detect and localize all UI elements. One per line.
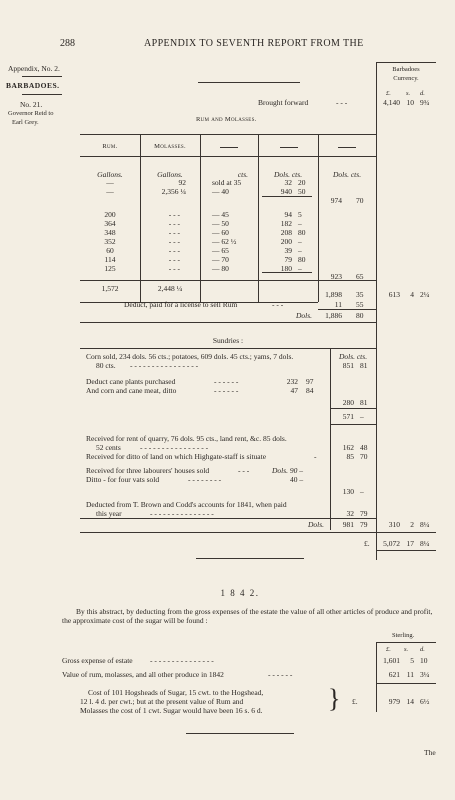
total-d: 2¼	[420, 290, 430, 299]
cell-dols: 180	[280, 264, 292, 273]
quarry-dols: 162	[342, 443, 354, 452]
cell-rum: 125	[104, 264, 116, 273]
net-cts: 80	[356, 311, 364, 320]
cell-price: — 50	[212, 219, 229, 228]
margin-rule	[22, 94, 62, 95]
quarry-line-2: 52 cents	[96, 443, 121, 452]
table-col-2	[200, 134, 201, 302]
houses-label: Received for three labourers' houses sold	[86, 466, 210, 475]
cost-line-1: Cost of 101 Hogsheads of Sugar, 15 cwt. to the Hogshead,	[88, 688, 264, 697]
brown-dols: 32	[346, 509, 354, 518]
year-heading: 1 8 4 2.	[220, 588, 260, 598]
grand-l: 5,072	[383, 539, 400, 548]
highgate-label: Received for ditto of land on which Highgate-staff is situate	[86, 452, 267, 461]
sterling-label: Sterling.	[392, 632, 415, 639]
sterling-d: d.	[420, 646, 425, 653]
sterling-divider	[376, 642, 377, 712]
rum-molasses-title: Rum and Molasses.	[196, 116, 257, 123]
sundries-total-rule	[80, 518, 376, 519]
gross-d: 10	[420, 656, 428, 665]
total-l: 613	[388, 290, 400, 299]
gross-dots: - - - - - - - - - - - - - - -	[150, 656, 214, 665]
sundries-col	[330, 348, 331, 530]
subtotal-rule	[262, 196, 312, 197]
total-mol: 2,448 ¼	[157, 284, 183, 293]
year-intro: By this abstract, by deducting from the gross expenses of the estate the value of all other articles of produce and profit, the approximate cost of the sugar will be found :	[62, 607, 433, 625]
cell-price: — 65	[212, 246, 229, 255]
cell-mol: - - -	[168, 264, 180, 273]
net-label: Dols.	[296, 311, 313, 320]
cost-line-3: Molasses the cost of 1 cwt. Sugar would have been 16 s. 6 d.	[80, 706, 263, 715]
cane-2-cts: 84	[306, 386, 314, 395]
cell-cts: 20	[298, 178, 306, 187]
quarry-line-1: Received for rent of quarry, 76 dols. 95 cts., land rent, &c. 85 dols.	[86, 434, 287, 443]
rum-value-dots: - - - - - -	[268, 670, 293, 679]
quarry-cts: 48	[360, 443, 368, 452]
margin-ref-2: Earl Grey.	[12, 119, 39, 126]
cell-mol: - - -	[168, 210, 180, 219]
cell-rum: 364	[104, 219, 116, 228]
section-rule	[80, 322, 376, 323]
cell-price: — 60	[212, 228, 229, 237]
cell-price: — 45	[212, 210, 229, 219]
corn-line-1: Corn sold, 234 dols. 56 cts.; potatoes, 609 dols. 45 cts.; yams, 7 dols.	[86, 352, 294, 361]
total-cts: 35	[356, 290, 364, 299]
brought-forward-s: 10	[406, 98, 414, 107]
table-top-rule	[80, 134, 376, 135]
col-rum: Rum.	[102, 143, 118, 150]
cost-rule	[376, 683, 436, 684]
col-dash	[280, 147, 298, 148]
margin-number: No. 21.	[20, 100, 43, 109]
cell-rum: 200	[104, 210, 116, 219]
subtotal-rule	[262, 272, 312, 273]
cell-rum: 114	[104, 255, 116, 264]
sub-dols: Dols. cts.	[273, 170, 303, 179]
houses-dots: - - -	[238, 466, 250, 475]
cell-mol: - - -	[168, 219, 180, 228]
grand-s: 17	[406, 539, 414, 548]
cell-cts: –	[298, 219, 302, 228]
margin-appendix: Appendix, No. 2.	[8, 64, 60, 73]
col-dash	[338, 147, 356, 148]
corn-cts: 81	[360, 361, 368, 370]
cane-2-label: And corn and cane meat, ditto	[86, 386, 177, 395]
cell-price: — 80	[212, 264, 229, 273]
cell-mol: 2,356 ¼	[161, 187, 186, 196]
sundries-total-cts: 79	[360, 520, 368, 529]
vats-label: Ditto - for four vats sold	[86, 475, 160, 484]
gross-s: 5	[410, 656, 414, 665]
vats-val: 40 –	[290, 475, 304, 484]
sub-rule	[330, 424, 376, 425]
highgate-dots: -	[314, 452, 317, 461]
cell-rum: 352	[104, 237, 116, 246]
sub-dols-2: Dols. cts.	[332, 170, 362, 179]
corn-dots: - - - - - - - - - - - - - - - -	[130, 361, 199, 370]
catchword: The	[424, 748, 436, 757]
quarry-dots: - - - - - - - - - - - - - - - -	[140, 443, 209, 452]
cane-total-cts: 81	[360, 398, 368, 407]
deduct-cts: 55	[356, 300, 364, 309]
cell-dols: 79	[284, 255, 292, 264]
cost-pound: £.	[352, 697, 358, 706]
houses-val: Dols. 90 –	[272, 466, 304, 475]
cell-dols: 32	[284, 178, 292, 187]
sundries-total-l: 310	[388, 520, 400, 529]
deduct-label: Deduct, paid for a license to sell Rum	[124, 300, 238, 309]
cell-price: — 62 ½	[212, 237, 237, 246]
cell-mol: - - -	[168, 246, 180, 255]
col-molasses: Molasses.	[154, 143, 186, 150]
brought-forward-label: Brought forward	[258, 98, 309, 107]
sub2-dols: 130	[342, 487, 354, 496]
cell-price: sold at 35	[212, 178, 242, 187]
highgate-cts: 70	[360, 452, 368, 461]
brown-dots: - - - - - - - - - - - - - - -	[150, 509, 214, 518]
rum-subtotal-cts: 65	[356, 272, 364, 281]
sundries-rule	[80, 348, 376, 349]
cell-mol: - - -	[168, 255, 180, 264]
molasses-subtotal-dols: 974	[330, 196, 342, 205]
cane-1-label: Deduct cane plants purchased	[86, 377, 176, 386]
grand-rule	[80, 532, 436, 533]
sterling-rule	[376, 642, 436, 643]
sterling-s: s.	[404, 646, 409, 653]
gross-label: Gross expense of estate	[62, 656, 133, 665]
col-dash	[220, 147, 238, 148]
sundries-total-d: 8¼	[420, 520, 430, 529]
brought-forward-dots: - - -	[336, 98, 348, 107]
cell-price: — 40	[212, 187, 229, 196]
cell-dols: 94	[284, 210, 292, 219]
rum-value-label: Value of rum, molasses, and all other produce in 1842	[62, 670, 224, 679]
sundries-total-dols: 981	[342, 520, 354, 529]
cell-mol: 92	[178, 178, 186, 187]
cost-line-2: 12 l. 4 d. per cwt.; but at the present value of Rum and	[80, 697, 244, 706]
total-rule	[80, 280, 376, 281]
cell-dols: 208	[280, 228, 292, 237]
cell-dols: 39	[284, 246, 292, 255]
currency-header-1: Barbadoes	[392, 66, 420, 73]
total-s: 4	[410, 290, 414, 299]
sub-gallons-rum: Gallons.	[97, 170, 123, 179]
cost-s: 14	[406, 697, 414, 706]
highgate-dols: 85	[346, 452, 354, 461]
rum-value-l: 621	[388, 670, 400, 679]
total-dols: 1,898	[325, 290, 342, 299]
sub1-dols: 571	[342, 412, 354, 421]
cell-mol: - - -	[168, 237, 180, 246]
cane-total-dols: 280	[342, 398, 354, 407]
cell-cts: –	[298, 246, 302, 255]
cost-d: 6½	[420, 697, 430, 706]
sub-gallons-mol: Gallons.	[157, 170, 183, 179]
currency-s: s.	[406, 90, 411, 97]
brace-icon: }	[328, 684, 341, 713]
cell-mol: - - -	[168, 228, 180, 237]
cell-cts: 50	[298, 187, 306, 196]
sundries-total-s: 2	[410, 520, 414, 529]
cell-price: — 70	[212, 255, 229, 264]
cell-rum: 348	[104, 228, 116, 237]
margin-ref-1: Governor Reid to	[8, 110, 54, 117]
deduct-dots: - - -	[272, 300, 284, 309]
currency-l: £.	[386, 90, 391, 97]
sub-cts: cts.	[237, 170, 248, 179]
cane-2-dots: - - - - - -	[214, 386, 239, 395]
net-rule	[318, 309, 376, 310]
grand-rule	[376, 550, 436, 551]
brown-line-1: Deducted from T. Brown and Codd's accounts for 1841, when paid	[86, 500, 287, 509]
section-end-rule	[196, 558, 304, 559]
sterling-l: £.	[386, 646, 391, 653]
grand-d: 8¼	[420, 539, 430, 548]
table-head-rule	[80, 156, 376, 157]
cell-cts: 80	[298, 255, 306, 264]
margin-rule	[22, 76, 62, 77]
cell-rum: —	[106, 187, 114, 196]
cane-2-dols: 47	[290, 386, 298, 395]
rum-value-d: 3¼	[420, 670, 430, 679]
brown-line-2: this year	[96, 509, 122, 518]
cell-dols: 940	[280, 187, 292, 196]
sub1-cts: –	[360, 412, 364, 421]
cell-cts: –	[298, 264, 302, 273]
cane-1-dols: 232	[286, 377, 298, 386]
molasses-subtotal-cts: 70	[356, 196, 364, 205]
corn-line-2: 80 cts.	[96, 361, 116, 370]
sub2-cts: –	[360, 487, 364, 496]
corn-dols: 851	[342, 361, 354, 370]
page-number: 288	[60, 38, 75, 49]
currency-d: d.	[420, 90, 425, 97]
deduct-dols: 11	[334, 300, 342, 309]
currency-divider	[376, 62, 377, 560]
brought-forward-d: 9¾	[420, 98, 430, 107]
cost-l: 979	[388, 697, 400, 706]
sundries-col-head: Dols. cts.	[338, 352, 368, 361]
gross-l: 1,601	[383, 656, 400, 665]
cell-cts: 80	[298, 228, 306, 237]
top-rule-left	[198, 82, 300, 83]
sundries-title: Sundries :	[212, 336, 244, 345]
brown-cts: 79	[360, 509, 368, 518]
cane-1-dots: - - - - - -	[214, 377, 239, 386]
cell-dols: 200	[280, 237, 292, 246]
cell-cts: 5	[298, 210, 302, 219]
margin-colony: BARBADOES.	[6, 81, 60, 90]
cane-1-cts: 97	[306, 377, 314, 386]
net-dols: 1,886	[325, 311, 342, 320]
running-title: APPENDIX TO SEVENTH REPORT FROM THE	[144, 38, 364, 49]
total-rum: 1,572	[101, 284, 119, 293]
rum-subtotal-dols: 923	[330, 272, 342, 281]
cell-cts: –	[298, 237, 302, 246]
cell-dols: 182	[280, 219, 292, 228]
cell-rum: —	[106, 178, 114, 187]
rum-value-s: 11	[406, 670, 414, 679]
end-rule	[186, 733, 294, 734]
brought-forward-l: 4,140	[383, 98, 400, 107]
currency-header-2: Currency.	[393, 75, 419, 82]
grand-label: £.	[364, 539, 370, 548]
vats-dots: - - - - - - - -	[188, 475, 222, 484]
top-rule	[376, 62, 436, 63]
cell-rum: 60	[106, 246, 114, 255]
sundries-total-label: Dols.	[308, 520, 325, 529]
sub-rule	[330, 408, 376, 409]
